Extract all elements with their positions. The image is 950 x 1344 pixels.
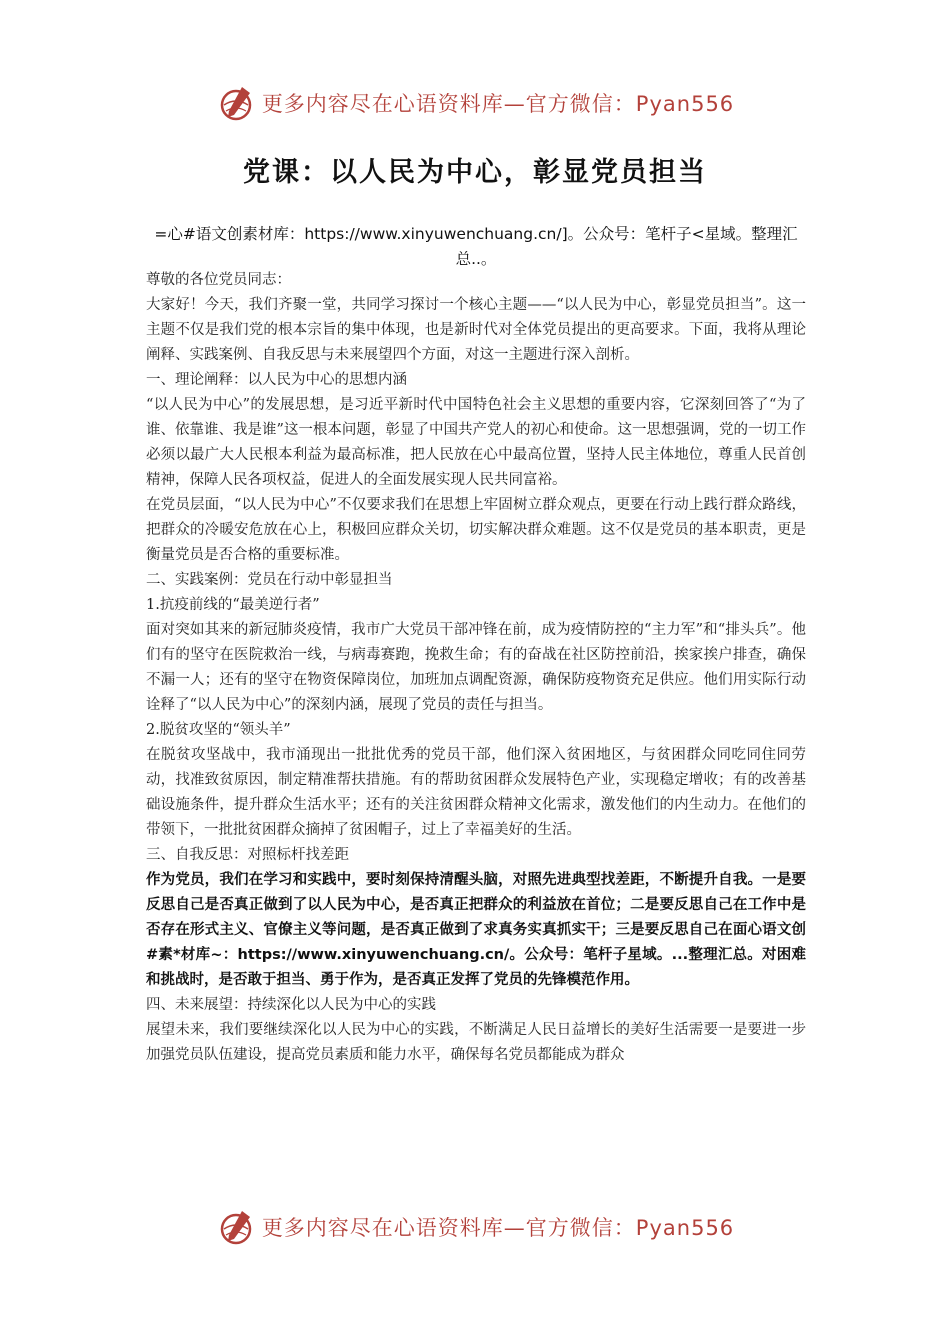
footer-banner bbox=[0, 1202, 950, 1252]
section-heading: 一、理论阐释：以人民为中心的思想内涵 bbox=[146, 372, 407, 388]
pen-globe-logo-icon bbox=[216, 83, 256, 123]
source-note: =心#语文创素材库：https://www.xinyuwenchuang.cn/]。公众号：笔杆子<星域。整理汇总..。 bbox=[154, 225, 798, 268]
paragraph: “以人民为中心”的发展思想，是习近平新时代中国特色社会主义思想的重要内容，它深刻回答了“为了谁、依靠谁、我是谁”这一根本问题，彰显了中国共产党人的初心和使命。这一思想强调，党的一切工作必须以最广大人民根本利益为最高标准，把人民放在心中最高位置，坚持人民主体地位，尊重人民首创精神，保障人民各项权益，促进人的全面发展实现人民共同富裕。 bbox=[146, 397, 806, 488]
banner-text: 更多内容尽在心语资料库—官方微信：Pyan556 bbox=[261, 1216, 735, 1240]
section-heading: 2.脱贫攻坚的“领头羊” bbox=[146, 722, 291, 738]
section-heading: 四、未来展望：持续深化以人民为中心的实践 bbox=[146, 997, 436, 1013]
paragraph: 在脱贫攻坚战中，我市涌现出一批批优秀的党员干部，他们深入贫困地区，与贫困群众同吃同住同劳动，找准致贫原因，制定精准帮扶措施。有的帮助贫困群众发展特色产业，实现稳定增收；有的改善基础设施条件，提升群众生活水平；还有的关注贫困群众精神文化需求，激发他们的内生动力。在他们的带领下，一批批贫困群众摘掉了贫困帽子，过上了幸福美好的生活。 bbox=[146, 747, 806, 838]
paragraph: 展望未来，我们要继续深化以人民为中心的实践，不断满足人民日益增长的美好生活需要一是要进一步加强党员队伍建设，提高党员素质和能力水平，确保每名党员都能成为群众 bbox=[146, 1022, 806, 1063]
header-banner bbox=[0, 78, 950, 128]
paragraph: 大家好！今天，我们齐聚一堂，共同学习探讨一个核心主题——“以人民为中心，彰显党员担当”。这一主题不仅是我们党的根本宗旨的集中体现，也是新时代对全体党员提出的更高要求。下面，我将从理论阐释、实践案例、自我反思与未来展望四个方面，对这一主题进行深入剖析。 bbox=[146, 297, 806, 363]
section-heading: 1.抗疫前线的“最美逆行者” bbox=[146, 597, 320, 613]
banner-text: 更多内容尽在心语资料库—官方微信：Pyan556 bbox=[261, 92, 735, 116]
paragraph: 尊敬的各位党员同志： bbox=[146, 272, 291, 288]
page-title: 党课：以人民为中心，彰显党员担当 bbox=[243, 157, 707, 188]
document-body bbox=[146, 268, 806, 1068]
paragraph: 作为党员，我们在学习和实践中，要时刻保持清醒头脑，对照先进典型找差距，不断提升自我。一是要反思自己是否真正做到了以人民为中心，是否真正把群众的利益放在首位；二是要反思自己在工作中是否存在形式主义、官僚主义等问题，是否真正做到了求真务实真抓实干；三是要反思自己在面心语文创#素*材库~：https://www.xinyuwenchuang.cn/。公众号：笔杆子星域。...整理汇总。对困难和挑战时，是否敢于担当、勇于作为，是否真正发挥了党员的先锋模范作用。 bbox=[146, 872, 806, 988]
paragraph: 面对突如其来的新冠肺炎疫情，我市广大党员干部冲锋在前，成为疫情防控的“主力军”和“排头兵”。他们有的坚守在医院救治一线，与病毒赛跑，挽救生命；有的奋战在社区防控前沿，挨家挨户排查，确保不漏一人；还有的坚守在物资保障岗位，加班加点调配资源，确保防疫物资充足供应。他们用实际行动诠释了“以人民为中心”的深刻内涵，展现了党员的责任与担当。 bbox=[146, 622, 806, 713]
pen-globe-logo-icon bbox=[216, 1207, 256, 1247]
paragraph: 在党员层面，“以人民为中心”不仅要求我们在思想上牢固树立群众观点，更要在行动上践行群众路线，把群众的冷暖安危放在心上，积极回应群众关切，切实解决群众难题。这不仅是党员的基本职责，更是衡量党员是否合格的重要标准。 bbox=[146, 497, 806, 563]
section-heading: 三、自我反思：对照标杆找差距 bbox=[146, 847, 349, 863]
section-heading: 二、实践案例：党员在行动中彰显担当 bbox=[146, 572, 393, 588]
